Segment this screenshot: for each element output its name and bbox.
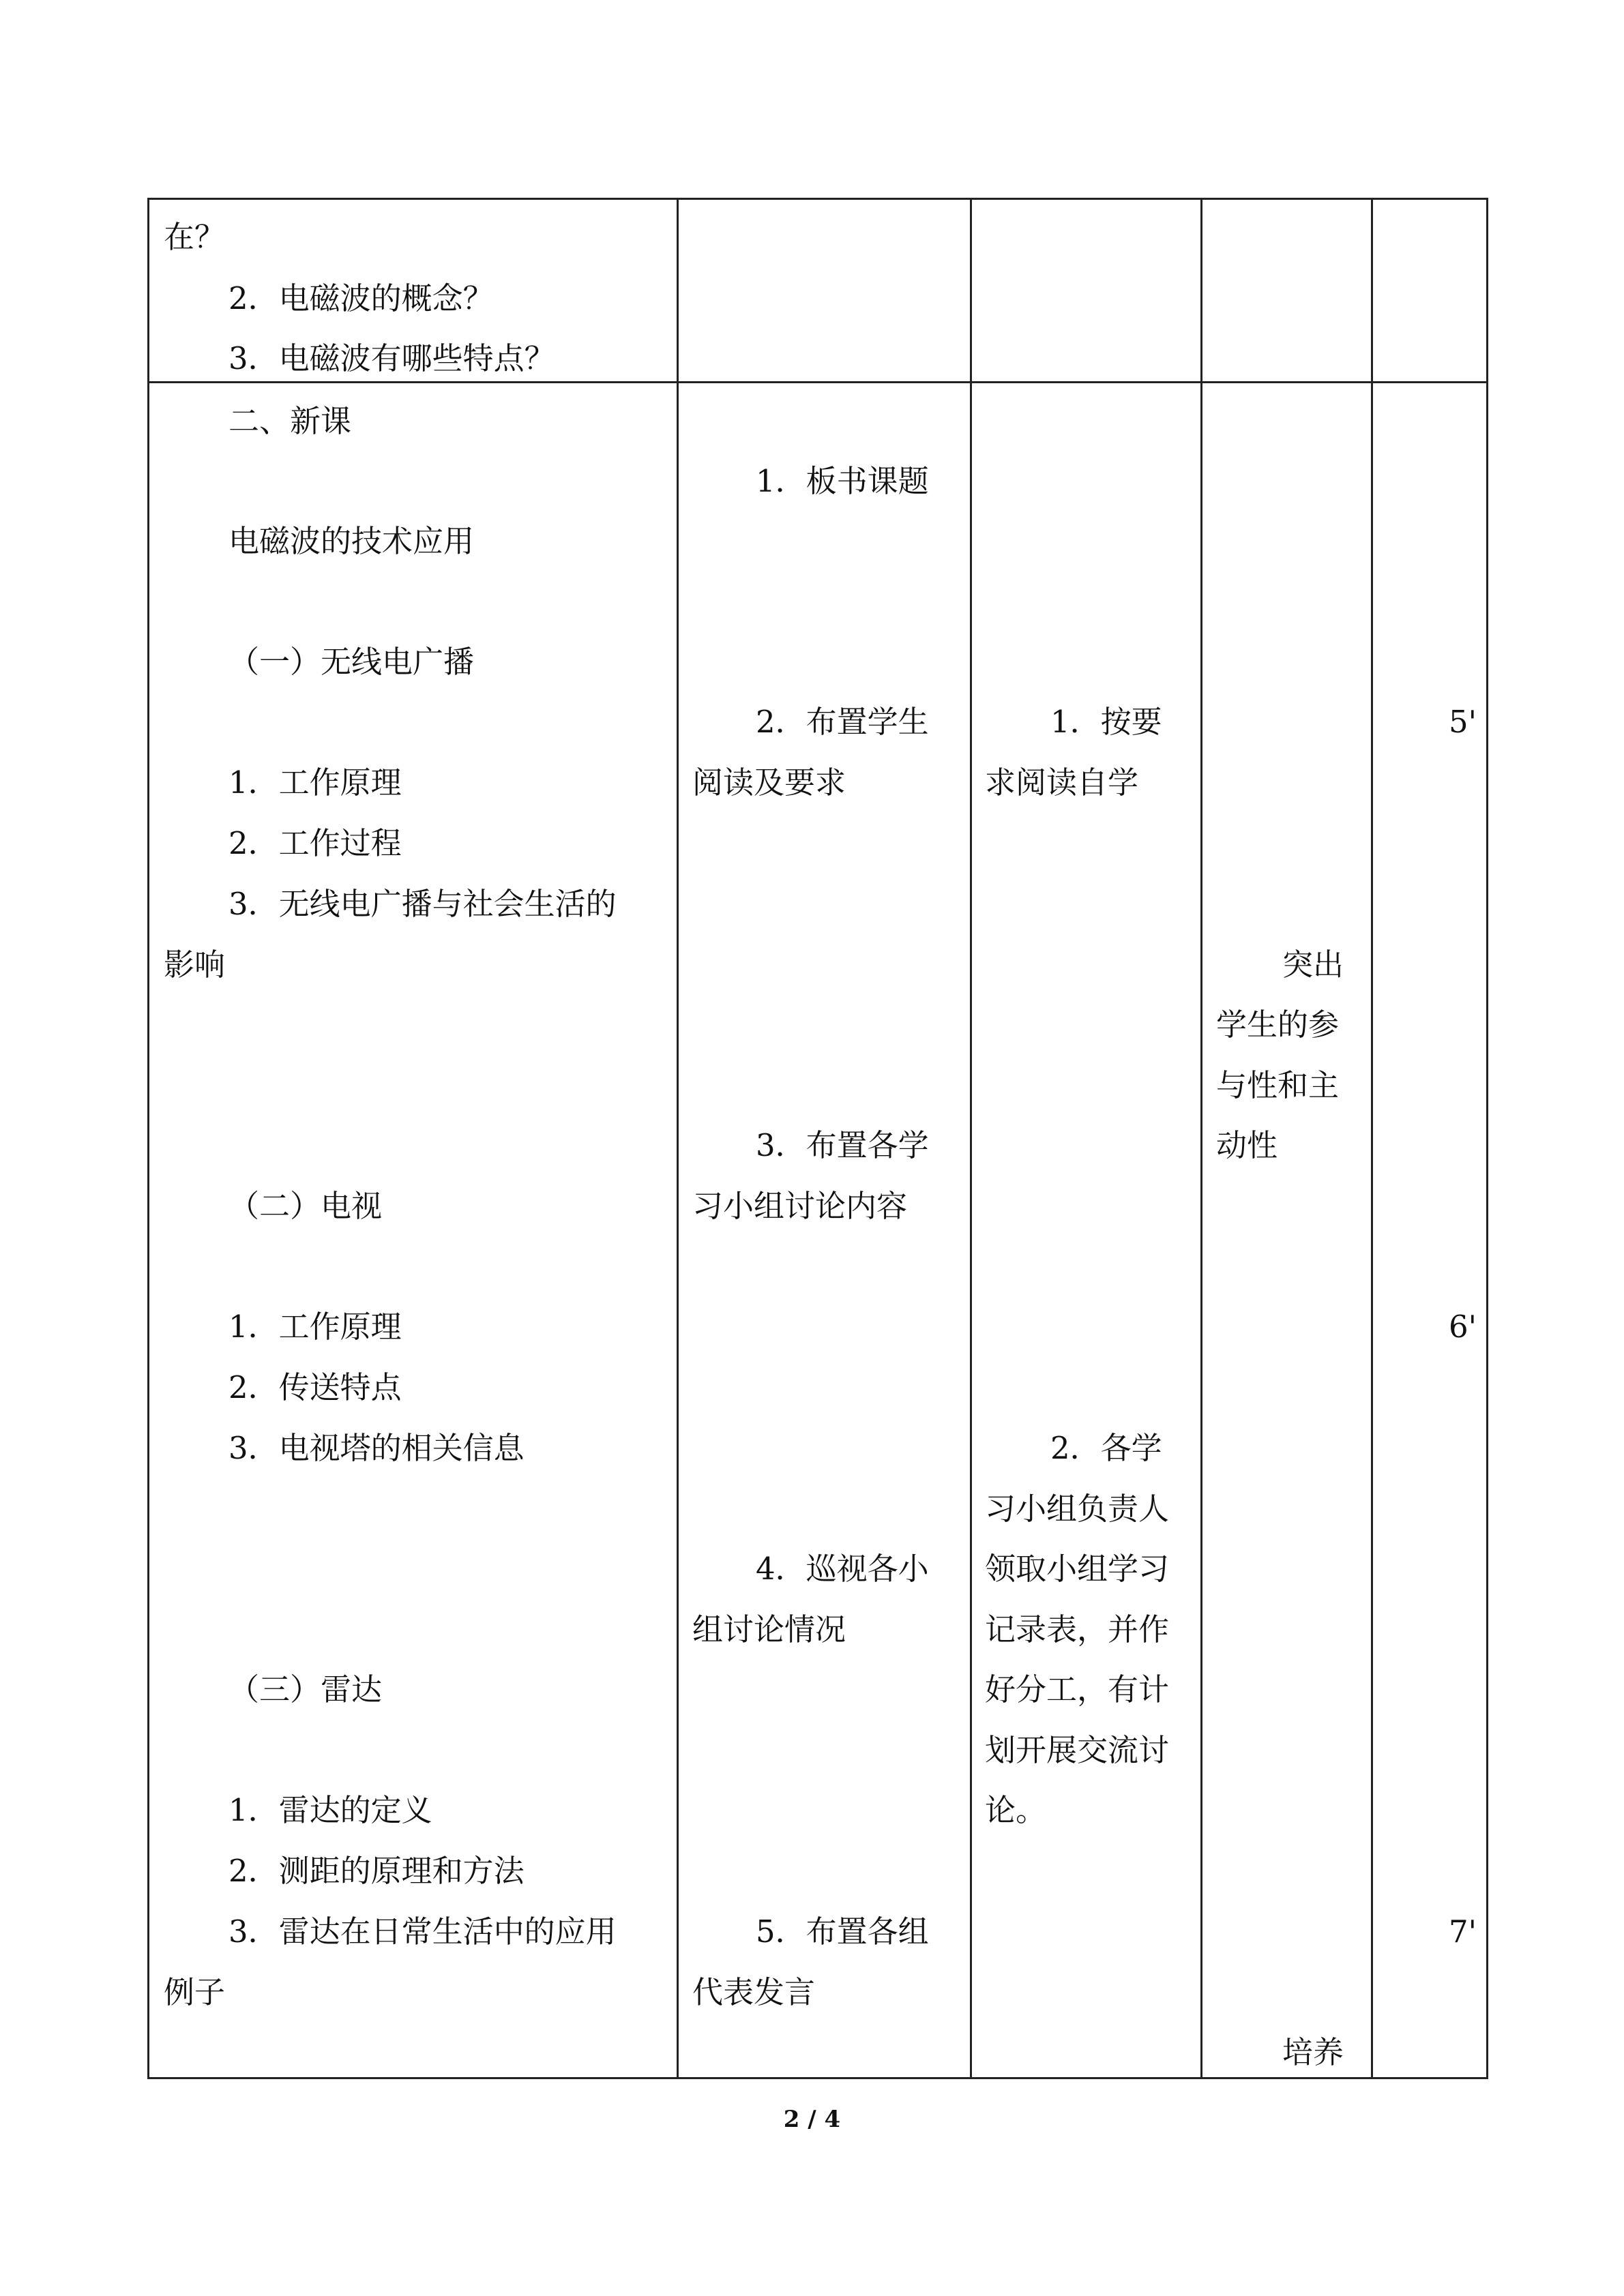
row1-line-3: 3．电磁波有哪些特点？ [228, 340, 555, 376]
radar-item-3: 3．雷达在日常生活中的应用 [228, 1913, 617, 1950]
tv-item-3: 3．电视塔的相关信息 [228, 1430, 525, 1466]
student-step-2-line-7: 论。 [985, 1792, 1047, 1828]
teacher-step-2: 2．布置学生 [756, 704, 929, 740]
new-lesson-heading: 二、新课 [228, 403, 352, 439]
tv-item-2: 2．传送特点 [228, 1369, 402, 1405]
intent-1-line-1: 突出 [1282, 946, 1344, 983]
table-left-border [147, 198, 149, 2079]
teacher-step-2-cont: 阅读及要求 [692, 764, 846, 801]
student-step-2-line-4: 记录表，并作 [985, 1611, 1170, 1648]
column-divider-4 [1371, 198, 1373, 2079]
row1-line-1: 在？ [164, 219, 226, 255]
intent-1-line-2: 学生的参 [1216, 1007, 1340, 1043]
radio-heading: （一）无线电广播 [228, 644, 475, 680]
radar-item-3-cont: 例子 [164, 1974, 226, 2010]
teacher-step-1: 1．板书课题 [756, 463, 929, 499]
teacher-step-4: 4．巡视各小 [756, 1551, 929, 1587]
intent-1-line-3: 与性和主 [1216, 1067, 1340, 1103]
student-step-2-line-5: 好分工，有计 [985, 1671, 1170, 1708]
time-1: 5' [1448, 704, 1477, 740]
time-2: 6' [1448, 1309, 1477, 1345]
radio-item-3-cont: 影响 [164, 946, 226, 983]
radio-item-1: 1．工作原理 [228, 764, 402, 801]
radio-item-3: 3．无线电广播与社会生活的 [228, 886, 617, 922]
tv-item-1: 1．工作原理 [228, 1309, 402, 1345]
student-step-2-line-2: 习小组负责人 [985, 1491, 1170, 1527]
intent-1-line-4: 动性 [1216, 1127, 1278, 1163]
student-step-2-line-3: 领取小组学习 [985, 1551, 1170, 1587]
student-step-2: 2．各学 [1050, 1430, 1162, 1466]
radio-item-2: 2．工作过程 [228, 825, 402, 861]
radar-heading: （三）雷达 [228, 1671, 383, 1708]
student-step-1-cont: 求阅读自学 [985, 764, 1139, 801]
row1-line-2: 2．电磁波的概念？ [228, 280, 494, 316]
row-divider [147, 381, 1488, 383]
radar-item-2: 2．测距的原理和方法 [228, 1853, 525, 1889]
teacher-step-5-cont: 代表发言 [692, 1974, 816, 2010]
table-bottom-border [147, 2077, 1488, 2079]
page-number: 2 / 4 [783, 2106, 841, 2133]
time-3: 7' [1448, 1913, 1477, 1950]
teacher-step-3-cont: 习小组讨论内容 [692, 1188, 908, 1224]
tv-heading: （二）电视 [228, 1188, 383, 1224]
column-divider-1 [677, 198, 679, 2079]
table-top-border [147, 198, 1488, 200]
column-divider-2 [970, 198, 972, 2079]
radar-item-1: 1．雷达的定义 [228, 1792, 432, 1828]
teacher-step-5: 5．布置各组 [756, 1913, 929, 1950]
column-divider-3 [1200, 198, 1202, 2079]
student-step-1: 1．按要 [1050, 704, 1162, 740]
lesson-topic: 电磁波的技术应用 [228, 523, 475, 559]
teacher-step-3: 3．布置各学 [756, 1127, 929, 1163]
table-right-border [1486, 198, 1488, 2079]
intent-2-line-1: 培养 [1282, 2034, 1344, 2070]
student-step-2-line-6: 划开展交流讨 [985, 1732, 1170, 1768]
teacher-step-4-cont: 组讨论情况 [692, 1611, 846, 1648]
